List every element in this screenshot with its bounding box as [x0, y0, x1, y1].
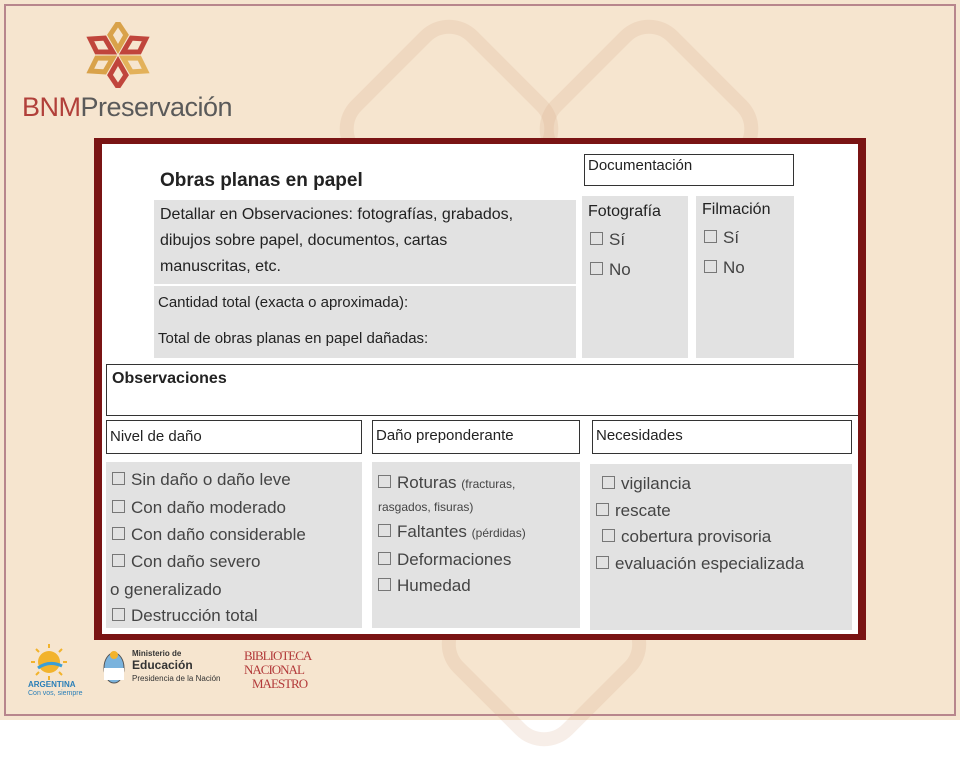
footer-logos: [0, 640, 960, 720]
logo-text-preservacion: Preservación: [80, 92, 233, 122]
filmacion-no-label: No: [723, 258, 745, 277]
roturas-note-2: rasgados, fisuras): [378, 500, 474, 514]
detail-line-1: Detallar en Observaciones: fotografías, grabados,: [160, 206, 514, 223]
bnm-logo: [22, 22, 233, 132]
nivel-option-label: Con daño severo: [131, 552, 261, 571]
faltantes-label: Faltantes: [397, 522, 467, 541]
cobertura-checkbox[interactable]: [602, 527, 771, 547]
detail-line-2: dibujos sobre papel, documentos, cartas: [160, 232, 448, 249]
nivel-sin-danio-checkbox[interactable]: [112, 470, 291, 490]
danio-header: Daño preponderante: [376, 427, 514, 444]
deformaciones-checkbox[interactable]: [378, 550, 511, 570]
evaluacion-checkbox[interactable]: [596, 554, 804, 574]
detail-line-3: manuscritas, etc.: [160, 258, 281, 275]
nivel-severo-checkbox[interactable]: [112, 552, 260, 572]
total-daniadas-label: Total de obras planas en papel dañadas:: [158, 330, 429, 347]
fotografia-label: Fotografía: [588, 203, 661, 220]
ministerio-line-2: Educación: [132, 658, 193, 672]
filmacion-label: Filmación: [702, 201, 771, 218]
vigilancia-checkbox[interactable]: [602, 474, 691, 494]
cantidad-label: Cantidad total (exacta o aproximada):: [158, 294, 409, 311]
nivel-header: Nivel de daño: [110, 428, 202, 445]
ministerio-line-1: Ministerio de: [132, 649, 182, 658]
documentacion-label: Documentación: [588, 157, 693, 174]
filmacion-si-label: Sí: [723, 228, 740, 247]
logo-text-bnm: BNM: [22, 92, 81, 122]
biblioteca-line-2: NACIONAL: [244, 662, 304, 677]
faltantes-checkbox[interactable]: [378, 522, 526, 542]
necesidades-option-label: rescate: [615, 501, 671, 520]
biblioteca-line-1: BIBLIOTECA: [244, 648, 312, 663]
filmacion-no-checkbox[interactable]: [704, 258, 745, 278]
humedad-checkbox[interactable]: [378, 576, 471, 596]
nivel-moderado-checkbox[interactable]: [112, 498, 286, 518]
roturas-label: Roturas: [397, 473, 457, 492]
escudo-icon: [102, 650, 126, 686]
argentina-sun-icon: [24, 642, 74, 682]
nivel-option-label: Sin daño o daño leve: [131, 470, 291, 489]
filmacion-si-checkbox[interactable]: [704, 228, 739, 248]
observaciones-label: Observaciones: [112, 370, 227, 387]
logo-text: [22, 92, 232, 123]
humedad-label: Humedad: [397, 576, 471, 595]
necesidades-option-label: evaluación especializada: [615, 554, 805, 573]
form-sheet: [102, 144, 858, 634]
nivel-considerable-checkbox[interactable]: [112, 525, 306, 545]
biblioteca-line-3: MAESTRO: [252, 676, 308, 691]
necesidades-header: Necesidades: [596, 427, 683, 444]
form-title: Obras planas en papel: [160, 170, 363, 191]
fotografia-no-checkbox[interactable]: [590, 260, 631, 280]
necesidades-option-label: cobertura provisoria: [621, 527, 772, 546]
fotografia-si-checkbox[interactable]: [590, 230, 625, 250]
roturas-checkbox[interactable]: [378, 473, 515, 493]
nivel-generalizado-label: o generalizado: [110, 580, 222, 599]
flower-logo-icon: [80, 22, 156, 88]
argentina-sublabel: Con vos, siempre: [28, 690, 83, 697]
ministerio-line-3: Presidencia de la Nación: [132, 674, 221, 683]
faltantes-note: (pérdidas): [471, 526, 526, 540]
nivel-option-label: Destrucción total: [131, 606, 258, 625]
nivel-option-label: Con daño considerable: [131, 525, 306, 544]
roturas-note: (fracturas,: [461, 477, 516, 491]
necesidades-option-label: vigilancia: [621, 474, 691, 493]
rescate-checkbox[interactable]: [596, 501, 671, 521]
form-frame: [94, 138, 866, 640]
nivel-option-label: Con daño moderado: [131, 498, 287, 517]
nivel-destruccion-checkbox[interactable]: [112, 606, 258, 626]
fotografia-si-label: Sí: [609, 230, 626, 249]
deformaciones-label: Deformaciones: [397, 550, 512, 569]
argentina-label: ARGENTINA: [28, 680, 76, 689]
fotografia-no-label: No: [609, 260, 631, 279]
